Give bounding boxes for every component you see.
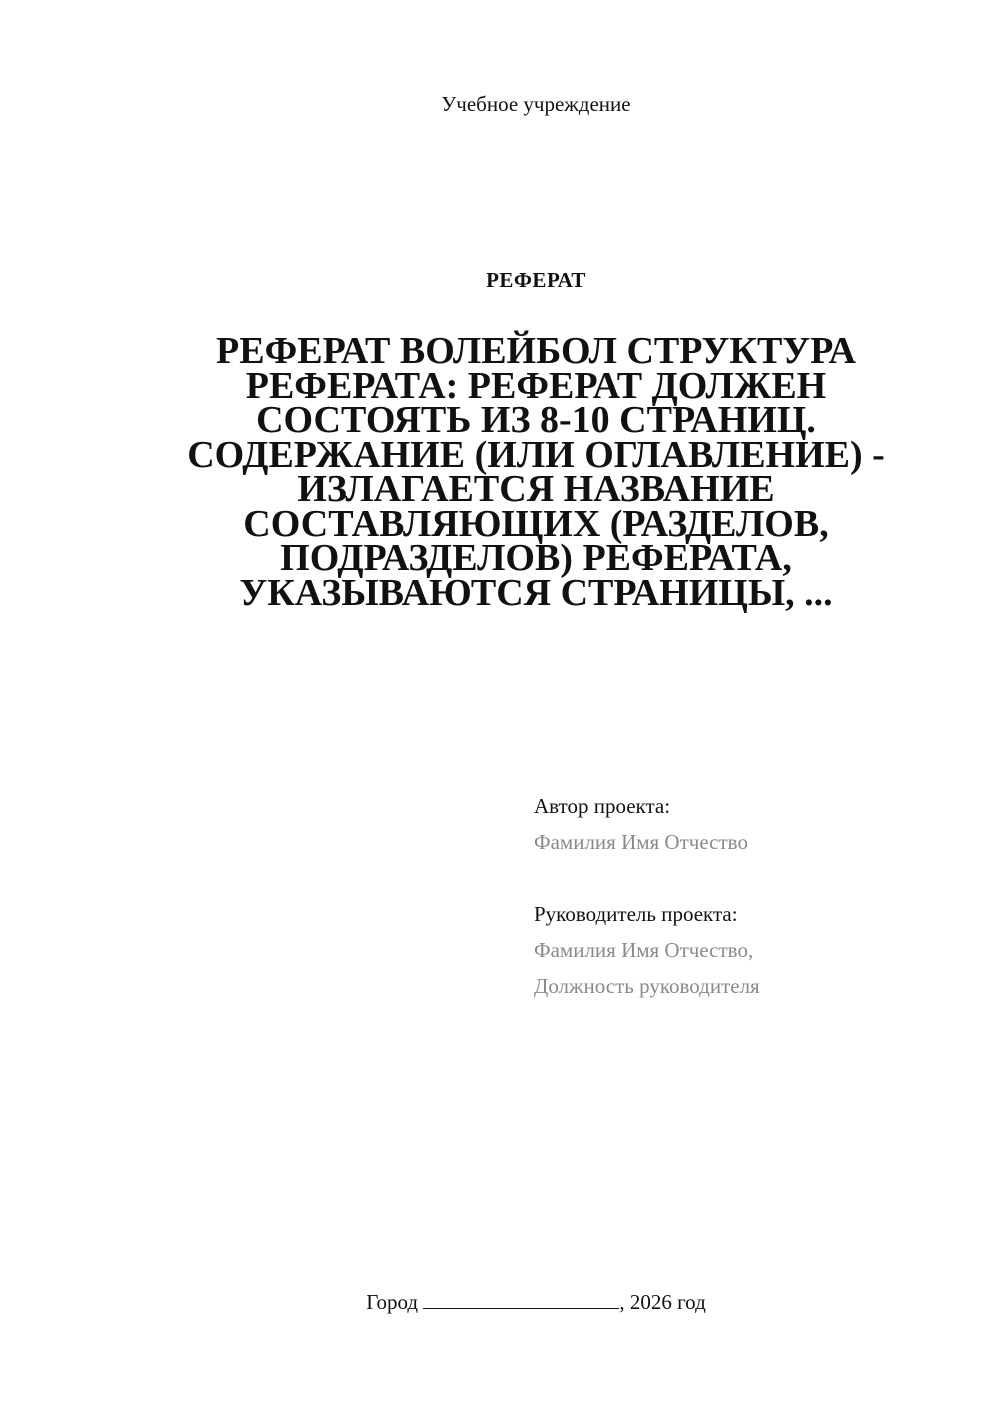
supervisor-position: Должность руководителя [534, 974, 760, 998]
author-name: Фамилия Имя Отчество [534, 830, 748, 854]
city-year-line [0, 1290, 1000, 1315]
supervisor-label: Руководитель проекта: [534, 902, 738, 926]
credits-block [534, 788, 964, 1004]
document-title: РЕФЕРАТ ВОЛЕЙБОЛ СТРУКТУРА РЕФЕРАТА: РЕФЕРАТ ДОЛЖЕН СОСТОЯТЬ ИЗ 8-10 СТРАНИЦ. СОДЕРЖАНИЕ (ИЛИ ОГЛАВЛЕНИЕ) - ИЗЛАГАЕТСЯ НАЗВАНИЕ СОСТАВЛЯЮЩИХ (РАЗДЕЛОВ, ПОДРАЗДЕЛОВ) РЕФЕРАТА, УКАЗЫВАЮТСЯ СТРАНИЦЫ, ... [187, 330, 885, 614]
institution-name: Учебное учреждение [441, 92, 631, 116]
city-label: Город [366, 1290, 419, 1314]
credits-spacer [534, 860, 964, 896]
year-text: , 2026 год [619, 1290, 706, 1314]
supervisor-name: Фамилия Имя Отчество, [534, 938, 754, 962]
author-label: Автор проекта: [534, 794, 671, 818]
document-type: РЕФЕРАТ [486, 268, 586, 292]
city-blank-line [423, 1292, 619, 1309]
